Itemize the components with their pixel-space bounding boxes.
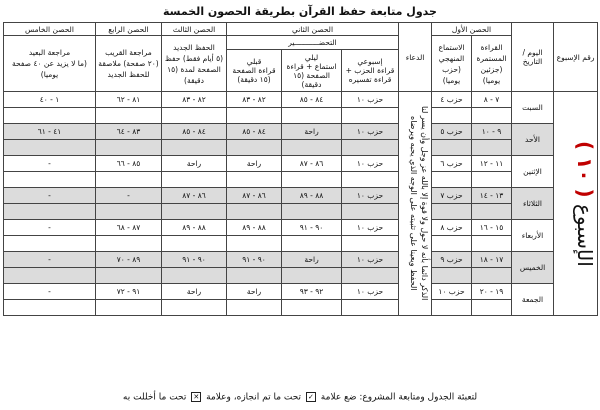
nightly-cell: ٨٦ - ٨٧ (282, 156, 342, 172)
far-check-cell[interactable] (4, 268, 96, 284)
nightly-check-cell[interactable] (282, 268, 342, 284)
table-row-check (4, 268, 598, 284)
tribal-check-cell[interactable] (227, 140, 282, 156)
new-check-cell[interactable] (162, 236, 227, 252)
weekly-cell: حزب ١٠ (342, 92, 399, 108)
new-cell: ٨٤ - ٨٥ (162, 124, 227, 140)
tribal-cell: ٨٦ - ٨٧ (227, 188, 282, 204)
far-check-cell[interactable] (4, 300, 96, 316)
far-cell: - (4, 220, 96, 236)
dua-text: الذكر دائما بأنه لا حول ولا قوة إلا بالله عز وجل وأن يسر لنا الحفظ ويعينا على تثبيته على الوجه الذي يحبه ويرضاه (409, 106, 430, 301)
week-cell (554, 92, 598, 316)
week-label-text: الإسبوع (573, 203, 598, 267)
day-cell: الإثنين (512, 156, 554, 188)
near-cell: ٨٥ - ٦٦ (96, 156, 162, 172)
nightly-check-cell[interactable] (282, 140, 342, 156)
read-check-cell[interactable] (472, 172, 512, 188)
far-cell: - (4, 284, 96, 300)
read-cell: ١٣ - ١٤ (472, 188, 512, 204)
new-cell: ٨٨ - ٨٩ (162, 220, 227, 236)
near-check-cell[interactable] (96, 204, 162, 220)
table-row-check (4, 108, 598, 124)
tribal-cell: ٨٢ - ٨٣ (227, 92, 282, 108)
fort4-near-note: (٢٠ صفحة) ملاصقة للحفظ الجديد (98, 59, 159, 79)
weekly-cell: حزب ١٠ (342, 220, 399, 236)
read-check-cell[interactable] (472, 204, 512, 220)
fort5-far-note: (ما لا يزيد عن ٤٠ صفحة يوميا) (12, 59, 87, 79)
dua-header: الدعاء (399, 23, 432, 92)
read-cell: ١٩ - ٢٠ (472, 284, 512, 300)
fort5-far-header (4, 36, 96, 92)
listen-cell: حزب ٦ (432, 156, 472, 172)
footer-text-2: تحت ما تم انجازه، وعلامة (206, 392, 302, 403)
listen-cell: حزب ٥ (432, 124, 472, 140)
nightly-check-cell[interactable] (282, 172, 342, 188)
table-row-check (4, 300, 598, 316)
tribal-cell: راحة (227, 284, 282, 300)
far-check-cell[interactable] (4, 204, 96, 220)
nightly-cell: ٩٠ - ٩١ (282, 220, 342, 236)
read-check-cell[interactable] (472, 140, 512, 156)
footer-text-3: تحت ما أخللت به (122, 392, 187, 403)
read-cell: ١٥ - ١٦ (472, 220, 512, 236)
fort3-new-title: الحفظ الجديد (173, 42, 215, 52)
fort2-tribal-note: قراءة الصفحة (١٥ دقيقة) (232, 66, 276, 84)
fort1-read-header: القراءة المستمرة (جزئين يوميا) (472, 36, 512, 92)
fort2-prep-header: التحضـــــــــــير (227, 36, 399, 50)
day-cell: الخميس (512, 252, 554, 284)
weekly-cell: حزب ١٠ (342, 188, 399, 204)
fort4-near-header (96, 36, 162, 92)
weekly-check-cell[interactable] (342, 140, 399, 156)
fort5-far-title: مراجعة البعيد (28, 48, 71, 57)
fort2-tribal-title: قبلي (246, 57, 262, 66)
tribal-check-cell[interactable] (227, 172, 282, 188)
nightly-check-cell[interactable] (282, 204, 342, 220)
nightly-cell: راحة (282, 252, 342, 268)
weekly-check-cell[interactable] (342, 236, 399, 252)
nightly-check-cell[interactable] (282, 108, 342, 124)
weekly-check-cell[interactable] (342, 108, 399, 124)
nightly-cell: ٩٢ - ٩٣ (282, 284, 342, 300)
weekly-check-cell[interactable] (342, 204, 399, 220)
listen-check-cell[interactable] (432, 268, 472, 284)
near-cell: - (96, 188, 162, 204)
read-cell: ١٧ - ١٨ (472, 252, 512, 268)
weekly-cell: حزب ١٠ (342, 252, 399, 268)
listen-cell: حزب ٤ (432, 92, 472, 108)
near-check-cell[interactable] (96, 268, 162, 284)
fort5-header: الحصن الخامس (4, 23, 96, 36)
footer-instructions (0, 392, 600, 403)
fort2-weekly-note: قراءة الحزب + قراءة تفسيره (345, 66, 395, 84)
fort3-new-note: (٥ أيام فقط) حفظ الصفحة لمدة (١٥ دقيقة) (164, 53, 224, 85)
tribal-cell: ٨٤ - ٨٥ (227, 124, 282, 140)
new-cell: ٩٠ - ٩١ (162, 252, 227, 268)
weekly-cell: حزب ١٠ (342, 156, 399, 172)
far-check-cell[interactable] (4, 140, 96, 156)
dua-cell (399, 92, 432, 316)
weekly-check-cell[interactable] (342, 300, 399, 316)
listen-cell: حزب ٧ (432, 188, 472, 204)
table-row (4, 156, 598, 172)
day-header: اليوم / التاريخ (512, 23, 554, 92)
new-check-cell[interactable] (162, 204, 227, 220)
far-cell: - (4, 188, 96, 204)
tribal-cell: ٨٨ - ٨٩ (227, 220, 282, 236)
check-mark-icon: ✓ (306, 392, 316, 402)
near-check-cell[interactable] (96, 236, 162, 252)
read-check-cell[interactable] (472, 300, 512, 316)
day-cell: السبت (512, 92, 554, 124)
nightly-check-cell[interactable] (282, 300, 342, 316)
near-check-cell[interactable] (96, 300, 162, 316)
weekly-check-cell[interactable] (342, 268, 399, 284)
read-check-cell[interactable] (472, 108, 512, 124)
tribal-check-cell[interactable] (227, 268, 282, 284)
far-cell: ١ - ٤٠ (4, 92, 96, 108)
weekly-cell: حزب ١٠ (342, 124, 399, 140)
day-cell: الجمعة (512, 284, 554, 316)
read-check-cell[interactable] (472, 236, 512, 252)
week-label (574, 141, 596, 267)
listen-check-cell[interactable] (432, 204, 472, 220)
new-check-cell[interactable] (162, 268, 227, 284)
listen-check-cell[interactable] (432, 108, 472, 124)
fort2-nightly-title: ليلي (304, 52, 319, 62)
day-cell: الأحد (512, 124, 554, 156)
table-row-check (4, 204, 598, 220)
footer-text-1: لتعبئة الجدول ومتابعة المشروع: ضع علامة (320, 392, 478, 403)
far-cell: ٤١ - ٦١ (4, 124, 96, 140)
new-cell: ٨٢ - ٨٣ (162, 92, 227, 108)
read-check-cell[interactable] (472, 268, 512, 284)
far-cell: - (4, 252, 96, 268)
fort2-nightly-note: استماع + قراءة الصفحة (١٥ دقيقة) (286, 61, 337, 89)
fort1-header: الحصن الأول (432, 23, 512, 36)
table-row (4, 92, 598, 108)
far-check-cell[interactable] (4, 236, 96, 252)
tribal-check-cell[interactable] (227, 300, 282, 316)
table-row (4, 188, 598, 204)
read-cell: ١١ - ١٢ (472, 156, 512, 172)
fort1-listen-header: الاستماع المنهجي (حزب يوميا) (432, 36, 472, 92)
nightly-check-cell[interactable] (282, 236, 342, 252)
listen-cell: حزب ٨ (432, 220, 472, 236)
weekly-check-cell[interactable] (342, 172, 399, 188)
near-check-cell[interactable] (96, 140, 162, 156)
new-check-cell[interactable] (162, 300, 227, 316)
listen-check-cell[interactable] (432, 300, 472, 316)
near-cell: ٨٩ - ٧٠ (96, 252, 162, 268)
table-row (4, 284, 598, 300)
listen-check-cell[interactable] (432, 236, 472, 252)
new-check-cell[interactable] (162, 172, 227, 188)
tribal-cell: ٩٠ - ٩١ (227, 252, 282, 268)
nightly-cell: ٨٤ - ٨٥ (282, 92, 342, 108)
table-row (4, 220, 598, 236)
near-check-cell[interactable] (96, 108, 162, 124)
listen-cell: حزب ٩ (432, 252, 472, 268)
new-check-cell[interactable] (162, 140, 227, 156)
near-cell: ٨١ - ٦٢ (96, 92, 162, 108)
tribal-check-cell[interactable] (227, 204, 282, 220)
fort4-header: الحصن الرابع (96, 23, 162, 36)
table-row-check (4, 140, 598, 156)
page-title: جدول متابعة حفظ القرآن بطريقة الحصون الخمسة (163, 5, 437, 18)
new-cell: راحة (162, 156, 227, 172)
table-row (4, 252, 598, 268)
nightly-cell: ٨٨ - ٨٩ (282, 188, 342, 204)
far-check-cell[interactable] (4, 172, 96, 188)
near-check-cell[interactable] (96, 172, 162, 188)
fort2-nightly-header (282, 50, 342, 92)
far-check-cell[interactable] (4, 108, 96, 124)
near-cell: ٨٧ - ٦٨ (96, 220, 162, 236)
far-cell: - (4, 156, 96, 172)
read-cell: ٧ - ٨ (472, 92, 512, 108)
fort4-near-title: مراجعة القريب (105, 48, 152, 57)
new-cell: ٨٦ - ٨٧ (162, 188, 227, 204)
new-check-cell[interactable] (162, 108, 227, 124)
near-cell: ٩١ - ٧٢ (96, 284, 162, 300)
day-cell: الأربعاء (512, 220, 554, 252)
cross-mark-icon: ✕ (191, 392, 201, 402)
table-row-check (4, 172, 598, 188)
fort2-header: الحصن الثاني (227, 23, 399, 36)
tribal-check-cell[interactable] (227, 108, 282, 124)
fort3-new-header (162, 36, 227, 92)
fort2-weekly-header (342, 50, 399, 92)
fort3-header: الحصن الثالث (162, 23, 227, 36)
table-row-check (4, 236, 598, 252)
weekly-cell: حزب ١٠ (342, 284, 399, 300)
week-header: رقم الإسبوع (554, 23, 598, 92)
day-cell: الثلاثاء (512, 188, 554, 220)
tribal-cell: راحة (227, 156, 282, 172)
tracking-table (3, 22, 598, 316)
near-cell: ٨٣ - ٦٤ (96, 124, 162, 140)
week-number: ( ١٠ ) (573, 140, 598, 198)
listen-check-cell[interactable] (432, 172, 472, 188)
listen-check-cell[interactable] (432, 140, 472, 156)
fort2-tribal-header (227, 50, 282, 92)
new-cell: راحة (162, 284, 227, 300)
listen-cell: حزب ١٠ (432, 284, 472, 300)
fort2-weekly-title: إسبوعي (357, 57, 383, 66)
nightly-cell: راحة (282, 124, 342, 140)
tribal-check-cell[interactable] (227, 236, 282, 252)
table-row (4, 124, 598, 140)
read-cell: ٩ - ١٠ (472, 124, 512, 140)
